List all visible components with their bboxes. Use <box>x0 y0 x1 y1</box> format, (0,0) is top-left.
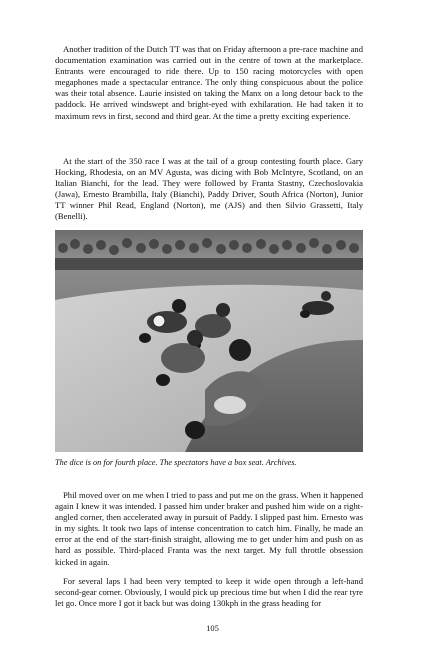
paragraph-several-laps: For several laps I had been very tempted to keep it wide open through a left-hand second-gear corner. Obviously, I would pick up precious time but when I did the rear tyre let go. Once more I got it back but was doing 130kph in the grass heading for <box>55 576 363 609</box>
paragraph-phil-moved-over: Phil moved over on me when I tried to pass and put me on the grass. When it happened again I knew it was intended. I passed him under braker and pushed him wide on a right-angled corner, then accelerated away in pursuit of Paddy. I slipped past him. Ernesto was in my sights. It took two laps of intense concentration to catch him. Finally, he made an error at the end of the start-finish straight, allowing me to get under him and push on as hard as possible. Third-placed Franta was the next target. My full throttle obsession kicked in again. <box>55 490 363 567</box>
page-number: 105 <box>206 623 219 633</box>
race-photo-image <box>55 230 363 452</box>
paragraph-350-race-start: At the start of the 350 race I was at the tail of a group contesting fourth place. Gary Hocking, Rhodesia, on an MV Agusta, was dicing with Bob McIntyre, Scotland, on an Italian Bianchi, for the lead. They were followed by Franta Stastny, Czechoslovakia (Jawa), Ernesto Brambilla, Italy (Bianchi), Paddy Driver, South Africa (Norton), Junior TT winner Phil Read, England (Norton), me (AJS) and then Silvio Grassetti, Italy (Benelli). <box>55 156 363 222</box>
race-photograph <box>55 230 363 452</box>
paragraph-dutch-tt-tradition: Another tradition of the Dutch TT was that on Friday afternoon a pre-race machine and documentation examination was carried out in the centre of town at the marketplace. Entrants were encouraged to ride there. Up to 150 racing motorcycles with open megaphones made a spectacular entrance. The only thing conspicuous about the police was their total absence. Laurie insisted on taking the Manx on a long detour back to the paddock. He arrived windswept and bright-eyed with exhilaration. He had taken it to maximum revs in first, second and third gear. At the time a pretty exciting experience. <box>55 44 363 121</box>
photo-caption: The dice is on for fourth place. The spectators have a box seat. Archives. <box>55 458 297 467</box>
